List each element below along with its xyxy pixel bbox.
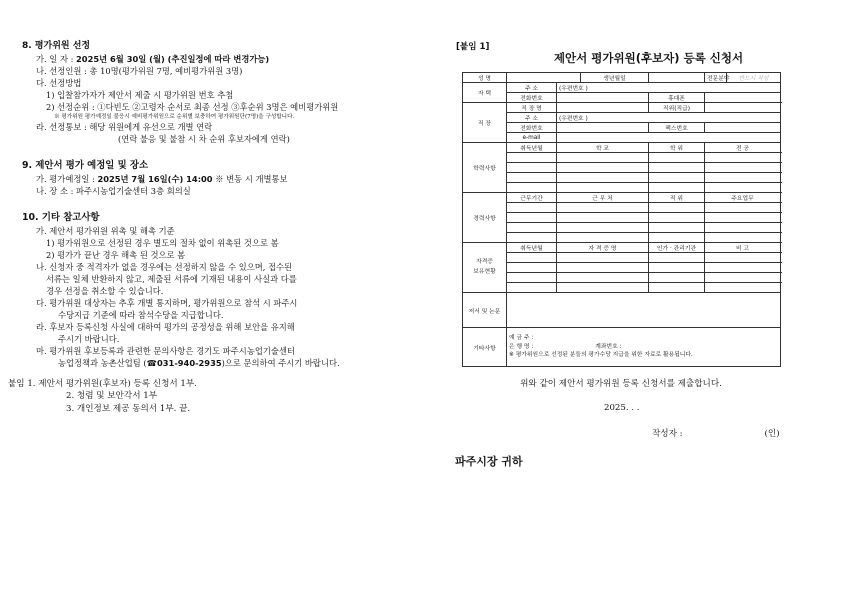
- s10-e2-text: 농업정책과 농촌산업팀 (: [58, 357, 147, 368]
- education-label: 학력사항: [463, 143, 507, 193]
- s8-date: [22, 53, 402, 65]
- cert-cell[interactable]: [705, 263, 781, 273]
- cert-label-2: 보유현황: [473, 268, 496, 275]
- cert-cell[interactable]: [649, 283, 705, 293]
- career-cell[interactable]: [649, 203, 705, 213]
- s10-e1: 마. 평가위원 후보등록과 관련한 문의사항은 경기도 파주시농업기술센터: [36, 345, 295, 356]
- cert-cell[interactable]: [507, 283, 557, 293]
- edu-cell[interactable]: [705, 153, 781, 163]
- work-tel-field[interactable]: [557, 123, 649, 133]
- cert-col-remark: 비 고: [705, 243, 781, 253]
- cert-cell[interactable]: [649, 253, 705, 263]
- s10-c2: 수당지급 기준에 따라 참석수당을 지급합니다.: [58, 309, 224, 320]
- attachment-3: 3. 개인정보 제공 동의서 1부. 끝.: [66, 403, 191, 414]
- s10-c1: 다. 평가위원 대상자는 추후 개별 통지하며, 평가위원으로 참석 시 파주시: [36, 297, 298, 308]
- s9-date-value: 2025년 7월 16일(수) 14:00: [97, 173, 213, 184]
- cert-cell[interactable]: [705, 283, 781, 293]
- edu-col-date: 취득년월: [507, 143, 557, 153]
- s8-note: ※ 평가위원 평가예정일 불응시 예비평가위원으로 순위별 보충하여 평가위원단(7명)을 구성합니다.: [54, 114, 295, 121]
- etc-label: 기타사항: [463, 328, 507, 367]
- work-addr-field[interactable]: (우편번호 ): [557, 113, 781, 123]
- workname-field[interactable]: [557, 103, 649, 113]
- home-tel-field[interactable]: [557, 93, 649, 103]
- career-cell[interactable]: [705, 233, 781, 243]
- writer-label: 작성자 :: [652, 429, 683, 439]
- career-cell[interactable]: [705, 223, 781, 233]
- name-field[interactable]: [507, 73, 581, 83]
- field-placeholder: 반드시 작성: [738, 76, 769, 82]
- s9-date-label: 가. 평가예정일 :: [36, 173, 98, 184]
- email-field[interactable]: [557, 133, 781, 143]
- work-label: 직 장: [463, 103, 507, 143]
- career-cell[interactable]: [649, 223, 705, 233]
- work-tel-label: 전화번호: [507, 123, 557, 133]
- application-form: [456, 40, 821, 469]
- edu-cell[interactable]: [507, 173, 557, 183]
- career-cell[interactable]: [557, 213, 649, 223]
- edu-cell[interactable]: [649, 163, 705, 173]
- career-cell[interactable]: [557, 203, 649, 213]
- submit-statement: 위와 같이 제안서 평가위원 등록 신청서를 제출합니다.: [520, 379, 722, 389]
- edu-col-major: 전 공: [705, 143, 781, 153]
- mobile-field[interactable]: [705, 93, 781, 103]
- seal-mark: (인): [764, 429, 780, 439]
- s10-a: 가. 제안서 평가위원 위촉 및 해촉 기준: [36, 225, 175, 236]
- s10-a1: 1) 평가위원으로 선정된 경우 별도의 절차 없이 위촉된 것으로 봄: [46, 237, 279, 248]
- cert-cell[interactable]: [557, 263, 649, 273]
- notice-body: [8, 40, 402, 415]
- career-cell[interactable]: [507, 203, 557, 213]
- fax-field[interactable]: [705, 123, 781, 133]
- form-title: 제안서 평가위원(후보자) 등록 신청서: [553, 51, 744, 65]
- career-cell[interactable]: [649, 213, 705, 223]
- edu-cell[interactable]: [507, 183, 557, 193]
- birth-field[interactable]: [649, 73, 705, 83]
- s10-b1: 나. 신청자 중 적격자가 없을 경우에는 선정하지 않을 수 있으며, 접수된: [36, 261, 293, 272]
- cert-col-issuer: 인가 · 관리기관: [649, 243, 705, 253]
- email-label: e-mail: [507, 133, 557, 143]
- s8-method-1: 1) 입찰참가자가 제안서 제출 시 평가위원 번호 추첨: [46, 90, 234, 101]
- s8-notify-2: (연락 불응 및 불참 시 차 순위 후보자에게 연락): [118, 134, 290, 145]
- edu-cell[interactable]: [557, 163, 649, 173]
- edu-cell[interactable]: [705, 163, 781, 173]
- attachment-1: 붙임 1. 제안서 평가위원(후보자) 등록 신청서 1부.: [8, 378, 197, 389]
- career-cell[interactable]: [507, 223, 557, 233]
- cert-label: [463, 243, 507, 293]
- cert-cell[interactable]: [507, 273, 557, 283]
- name-label: 성 명: [463, 73, 507, 83]
- career-label: 경력사항: [463, 193, 507, 243]
- cert-col-date: 취득년월: [507, 243, 557, 253]
- cert-cell[interactable]: [705, 253, 781, 263]
- edu-cell[interactable]: [557, 153, 649, 163]
- account-number: 계좌번호 :: [595, 343, 622, 350]
- career-cell[interactable]: [649, 233, 705, 243]
- edu-cell[interactable]: [557, 173, 649, 183]
- career-col-org: 근 무 처: [557, 193, 649, 203]
- position-field[interactable]: [705, 103, 781, 113]
- cert-label-1: 자격증: [476, 259, 493, 266]
- career-cell[interactable]: [507, 233, 557, 243]
- s10-b2: 서류는 일체 반환하지 않고, 제출된 서류에 기재된 내용이 사실과 다를: [46, 273, 297, 284]
- fax-label: 팩스번호: [649, 123, 705, 133]
- s8-notify: 라. 선정통보 : 해당 위원에게 유선으로 개별 연락: [36, 122, 213, 133]
- s8-date-value: 2025년 6월 30일 (월) (추진일정에 따라 변경가능): [76, 54, 270, 65]
- s10-d1: 라. 후보자 등록신청 사실에 대하여 평가의 공정성을 위해 보안을 유지해: [36, 321, 295, 332]
- career-cell[interactable]: [705, 203, 781, 213]
- phone-number: ☎031-940-2935: [146, 357, 222, 368]
- cert-col-name: 자 격 증 명: [557, 243, 649, 253]
- cert-cell[interactable]: [507, 263, 557, 273]
- career-cell[interactable]: [557, 233, 649, 243]
- birth-label: 생년월일: [581, 73, 649, 83]
- s10-e2: [22, 357, 402, 369]
- edu-cell[interactable]: [649, 183, 705, 193]
- career-cell[interactable]: [557, 223, 649, 233]
- edu-cell[interactable]: [507, 163, 557, 173]
- edu-cell[interactable]: [557, 183, 649, 193]
- section-9-title: 9. 제안서 평가 예정일 및 장소: [22, 160, 149, 172]
- cert-cell[interactable]: [705, 273, 781, 283]
- bank-name: 은 행 명 :: [509, 343, 534, 350]
- s10-a2: 2) 평가가 끝난 경우 해촉 된 것으로 봄: [46, 249, 186, 260]
- cert-cell[interactable]: [557, 283, 649, 293]
- s9-date-note: ※ 변동 시 개별통보: [212, 173, 288, 184]
- edu-cell[interactable]: [649, 153, 705, 163]
- s9-date: [22, 173, 402, 185]
- account-owner: 예 금 주 :: [509, 334, 534, 341]
- s10-e2-tail: )으로 문의하여 주시기 바랍니다.: [221, 357, 340, 368]
- career-col-period: 근무기간: [507, 193, 557, 203]
- mobile-label: 휴대폰: [649, 93, 705, 103]
- s9-place: 나. 장 소 : 파주시농업기술센터 3층 회의실: [36, 185, 191, 196]
- cert-cell[interactable]: [649, 273, 705, 283]
- home-tel-label: 전화번호: [507, 93, 557, 103]
- field-input[interactable]: [727, 73, 781, 83]
- section-8-title: 8. 평가위원 선정: [22, 41, 91, 51]
- career-col-position: 직 위: [649, 193, 705, 203]
- cert-cell[interactable]: [507, 253, 557, 263]
- edu-col-school: 학 교: [557, 143, 649, 153]
- registration-table: [462, 72, 781, 367]
- edu-col-degree: 학 위: [649, 143, 705, 153]
- attachment-tag: [붙임 1]: [456, 42, 490, 52]
- home-addr-field[interactable]: (우편번호 ): [557, 83, 781, 93]
- section-10-title: 10. 기타 참고사항: [22, 211, 100, 223]
- edu-cell[interactable]: [649, 173, 705, 183]
- addressee: 파주시장 귀하: [455, 455, 523, 468]
- home-label: 자 택: [463, 83, 507, 103]
- etc-field[interactable]: [507, 328, 781, 367]
- career-col-duty: 주요업무: [705, 193, 781, 203]
- s8-date-label: 가. 일 자 :: [36, 54, 77, 65]
- career-cell[interactable]: [507, 213, 557, 223]
- s8-headcount: 나. 선정인원 : 총 10명(평가위원 7명, 예비평가위원 3명): [36, 66, 243, 77]
- edu-cell[interactable]: [507, 153, 557, 163]
- etc-note: ※ 평가위원으로 선정된 분들의 평가수당 지급을 위한 자료로 활용됩니다.: [509, 352, 693, 359]
- papers-field[interactable]: [507, 293, 781, 328]
- workname-label: 직 장 명: [507, 103, 557, 113]
- work-addr-label: 주 소: [507, 113, 557, 123]
- home-addr-label: 주 소: [507, 83, 557, 93]
- edu-cell[interactable]: [705, 173, 781, 183]
- position-label: 직위(직급): [649, 103, 705, 113]
- writer-line: [652, 427, 821, 439]
- s8-method-2: 2) 선정순위 : ①다빈도 ②고령자 순서로 최종 선정 ③후순위 3명은 예비평가위원: [46, 102, 339, 113]
- date-line: 2025. . .: [604, 403, 640, 413]
- career-cell[interactable]: [705, 213, 781, 223]
- papers-label: 저서 및 논문: [463, 293, 507, 328]
- attachment-2: 2. 청렴 및 보안각서 1부: [66, 391, 158, 402]
- bank-line: [509, 343, 778, 352]
- s10-b3: 경우 선정을 취소할 수 있습니다.: [46, 285, 164, 296]
- field-label: 전문분야: [705, 73, 727, 83]
- s10-d2: 주시기 바랍니다.: [58, 333, 120, 344]
- s8-method: 다. 선정방법: [36, 78, 82, 89]
- cert-cell[interactable]: [557, 273, 649, 283]
- cert-cell[interactable]: [557, 253, 649, 263]
- cert-cell[interactable]: [649, 263, 705, 273]
- edu-cell[interactable]: [705, 183, 781, 193]
